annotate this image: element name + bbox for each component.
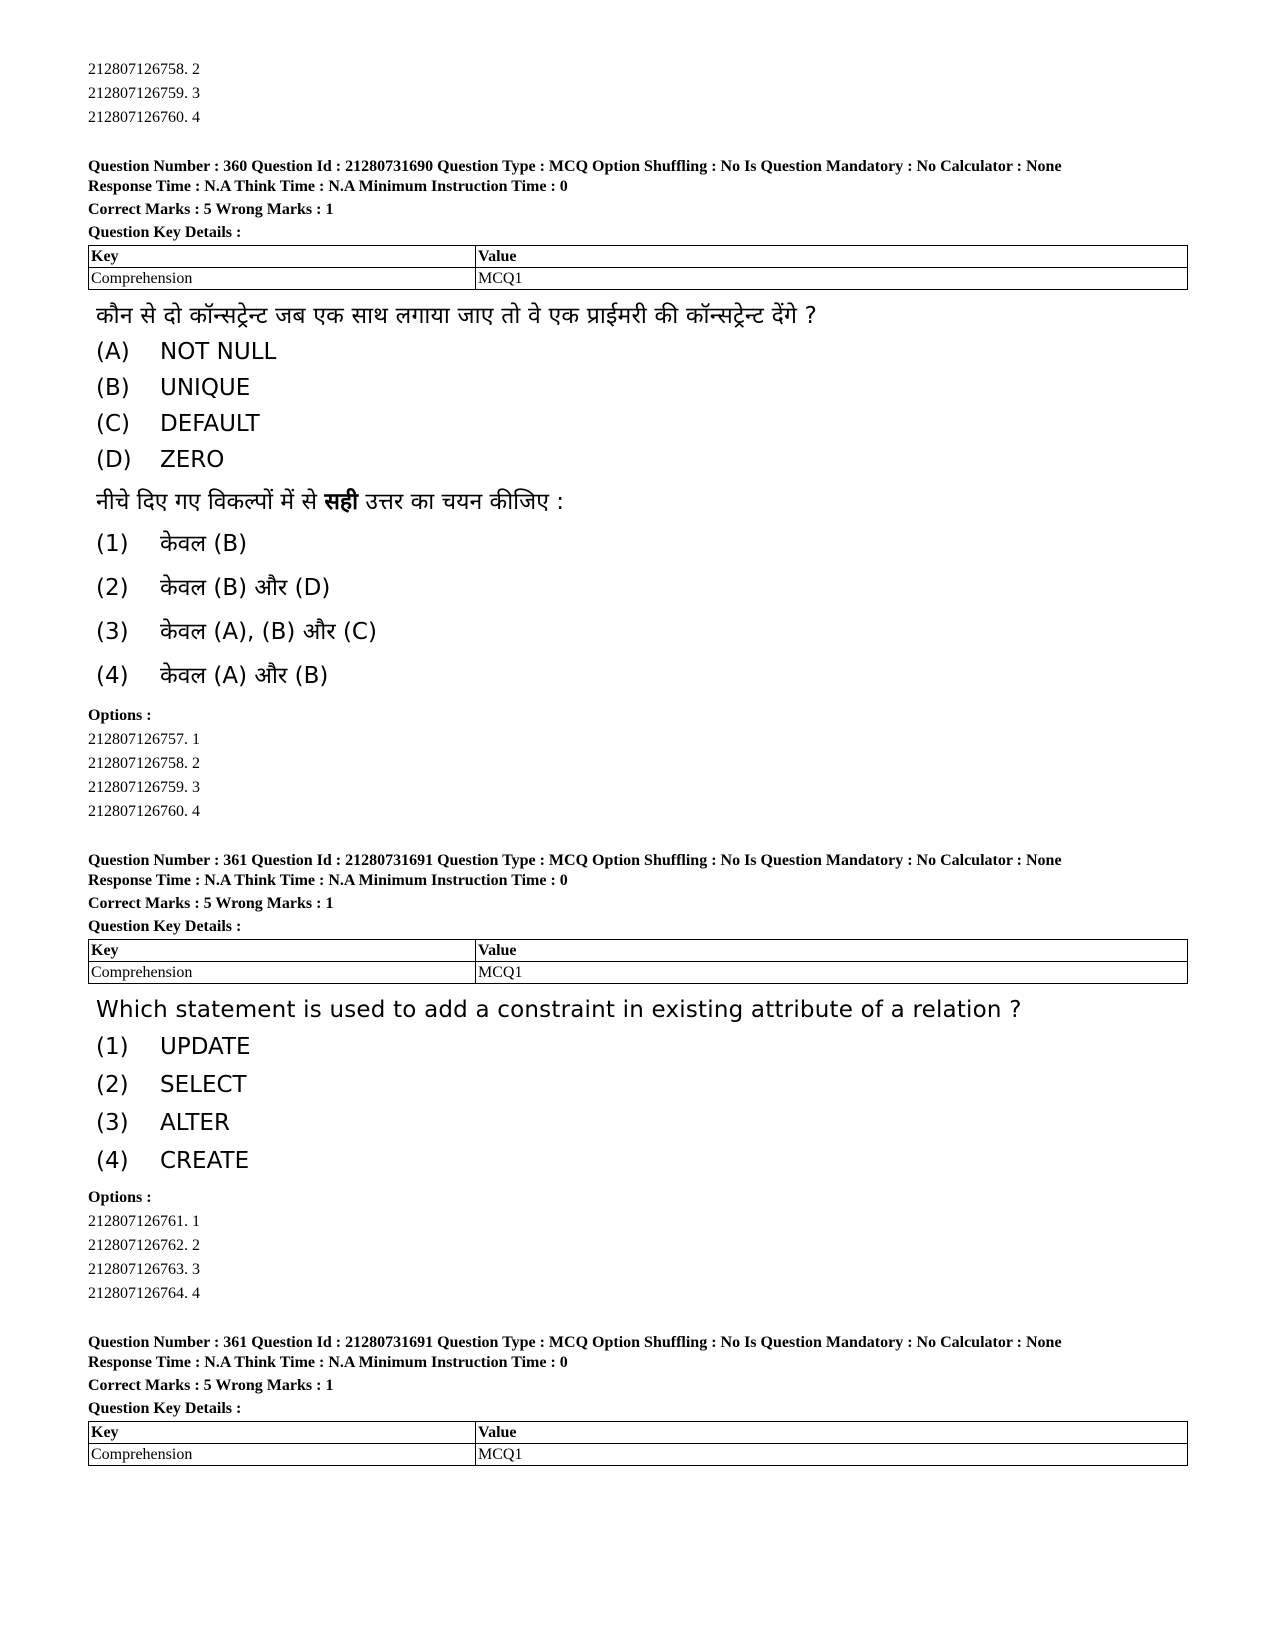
choice-item — [96, 1028, 1188, 1066]
statement-text: UNIQUE — [160, 375, 251, 401]
choice-text: SELECT — [160, 1072, 247, 1098]
choice-item — [96, 522, 1188, 566]
question-block-361 — [88, 851, 1188, 1306]
question-key-details-label: Question Key Details : — [88, 224, 242, 241]
statement-label: (B) — [96, 375, 130, 401]
table-header-value: Value — [476, 1422, 1188, 1444]
options-list — [88, 728, 1188, 824]
choice-label: (1) — [96, 1034, 129, 1060]
option-line: 212807126762. 2 — [88, 1237, 200, 1254]
option-line: 212807126757. 1 — [88, 731, 200, 748]
option-line: 212807126759. 3 — [88, 779, 200, 796]
table-cell-value: MCQ1 — [476, 1444, 1188, 1466]
question-block-360 — [88, 157, 1188, 824]
question-marks-line: Correct Marks : 5 Wrong Marks : 1 — [88, 895, 334, 912]
table-row — [89, 268, 1188, 290]
options-list — [88, 1210, 1188, 1306]
choice-label: (2) — [96, 575, 129, 601]
table-cell-key: Comprehension — [89, 268, 476, 290]
statement-label: (A) — [96, 339, 130, 365]
table-header-value: Value — [476, 246, 1188, 268]
choice-item — [96, 566, 1188, 610]
statement-text: ZERO — [160, 447, 225, 473]
question-key-details-label: Question Key Details : — [88, 918, 242, 935]
question-text: कौन से दो कॉन्सट्रेन्ट जब एक साथ लगाया जाए तो वे एक प्राईमरी की कॉन्सट्रेन्ट देंगे ? — [96, 303, 818, 329]
instruction-pre: नीचे दिए गए विकल्पों में से — [96, 489, 325, 515]
table-row — [89, 1444, 1188, 1466]
choice-label: (4) — [96, 1148, 129, 1174]
table-cell-key: Comprehension — [89, 1444, 476, 1466]
question-block-361-repeat — [88, 1333, 1188, 1466]
option-line: 212807126761. 1 — [88, 1213, 200, 1230]
table-header-value: Value — [476, 940, 1188, 962]
table-header-row — [89, 940, 1188, 962]
answer-instruction — [96, 482, 1188, 522]
choice-label: (3) — [96, 1110, 129, 1136]
table-cell-value: MCQ1 — [476, 268, 1188, 290]
question-key-table — [88, 245, 1188, 290]
option-line: 212807126758. 2 — [88, 755, 200, 772]
choice-text: केवल (A), (B) और (C) — [160, 619, 377, 645]
previous-options-list — [88, 58, 1188, 130]
instruction-post: उत्तर का चयन कीजिए : — [358, 489, 564, 515]
question-time-line: Response Time : N.A Think Time : N.A Minimum Instruction Time : 0 — [88, 1354, 568, 1371]
instruction-emphasis: सही — [324, 489, 359, 515]
statement-text: DEFAULT — [160, 411, 260, 437]
table-header-row — [89, 246, 1188, 268]
choice-label: (1) — [96, 531, 129, 557]
choice-label: (2) — [96, 1072, 129, 1098]
question-marks-line: Correct Marks : 5 Wrong Marks : 1 — [88, 201, 334, 218]
question-key-table — [88, 939, 1188, 984]
choice-item — [96, 1104, 1188, 1142]
choice-list — [88, 1028, 1188, 1180]
question-marks-line: Correct Marks : 5 Wrong Marks : 1 — [88, 1377, 334, 1394]
question-meta-line: Question Number : 361 Question Id : 21280731691 Question Type : MCQ Option Shuffling : No Is Question Mandatory : No Calculator : None — [88, 852, 1062, 869]
choice-text: केवल (A) और (B) — [160, 663, 329, 689]
choice-item — [96, 1142, 1188, 1180]
table-header-key: Key — [89, 246, 476, 268]
table-row — [89, 962, 1188, 984]
option-line: 212807126760. 4 — [88, 803, 200, 820]
statement-text: NOT NULL — [160, 339, 277, 365]
question-text: Which statement is used to add a constraint in existing attribute of a relation ? — [96, 997, 1022, 1023]
question-meta-line: Question Number : 361 Question Id : 21280731691 Question Type : MCQ Option Shuffling : No Is Question Mandatory : No Calculator : None — [88, 1334, 1062, 1351]
statement-list — [88, 334, 1188, 478]
choice-text: ALTER — [160, 1110, 230, 1136]
choice-text: CREATE — [160, 1148, 250, 1174]
document-page — [88, 58, 1188, 1466]
option-line: 212807126758. 2 — [88, 61, 200, 78]
statement-item — [96, 406, 1188, 442]
question-time-line: Response Time : N.A Think Time : N.A Minimum Instruction Time : 0 — [88, 872, 568, 889]
choice-label: (4) — [96, 663, 129, 689]
question-key-table — [88, 1421, 1188, 1466]
option-line: 212807126759. 3 — [88, 85, 200, 102]
table-header-row — [89, 1422, 1188, 1444]
statement-label: (D) — [96, 447, 132, 473]
choice-label: (3) — [96, 619, 129, 645]
choice-text: केवल (B) — [160, 531, 248, 557]
options-title: Options : — [88, 707, 152, 724]
option-line: 212807126760. 4 — [88, 109, 200, 126]
statement-item — [96, 442, 1188, 478]
question-time-line: Response Time : N.A Think Time : N.A Minimum Instruction Time : 0 — [88, 178, 568, 195]
table-header-key: Key — [89, 940, 476, 962]
option-line: 212807126763. 3 — [88, 1261, 200, 1278]
choice-item — [96, 654, 1188, 698]
option-line: 212807126764. 4 — [88, 1285, 200, 1302]
choice-text: केवल (B) और (D) — [160, 575, 331, 601]
question-meta-line: Question Number : 360 Question Id : 21280731690 Question Type : MCQ Option Shuffling : No Is Question Mandatory : No Calculator : None — [88, 158, 1062, 175]
options-title: Options : — [88, 1189, 152, 1206]
statement-label: (C) — [96, 411, 131, 437]
statement-item — [96, 370, 1188, 406]
choice-item — [96, 1066, 1188, 1104]
table-cell-value: MCQ1 — [476, 962, 1188, 984]
choice-list — [88, 522, 1188, 698]
statement-item — [96, 334, 1188, 370]
table-cell-key: Comprehension — [89, 962, 476, 984]
question-key-details-label: Question Key Details : — [88, 1400, 242, 1417]
choice-item — [96, 610, 1188, 654]
table-header-key: Key — [89, 1422, 476, 1444]
choice-text: UPDATE — [160, 1034, 251, 1060]
